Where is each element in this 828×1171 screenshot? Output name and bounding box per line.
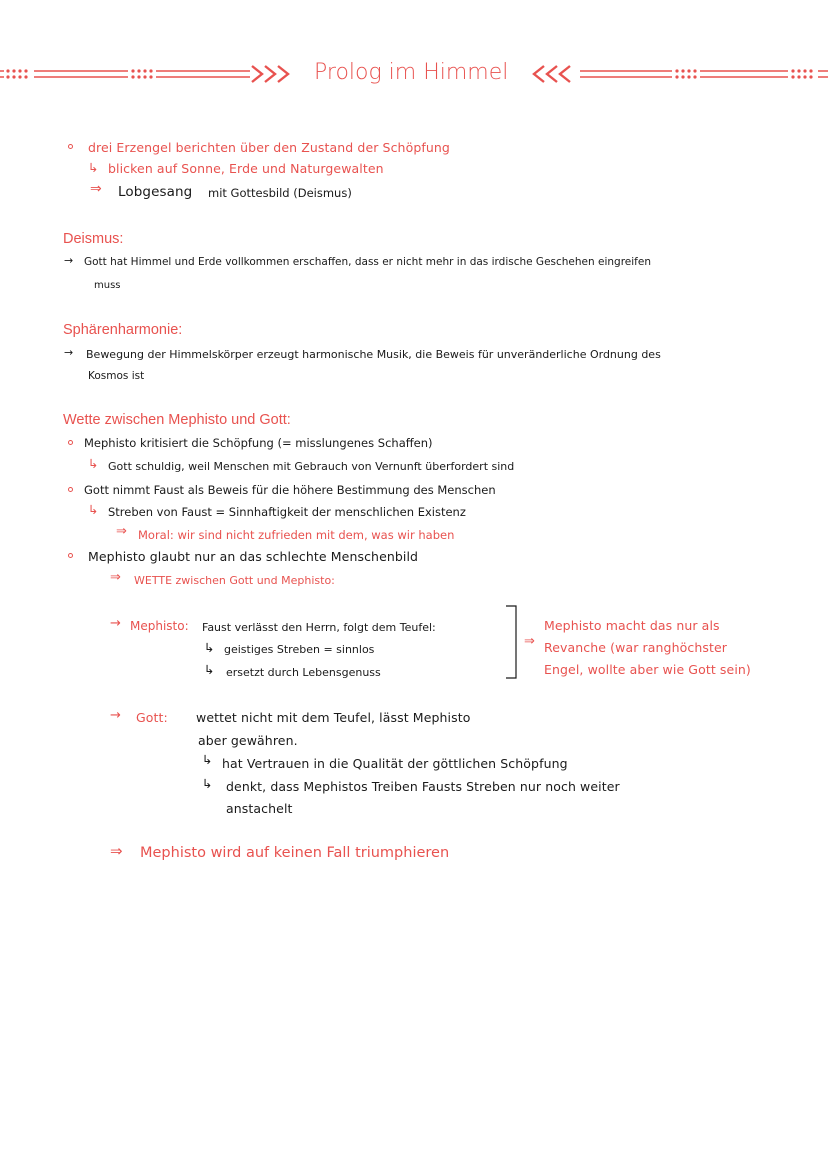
double-arrow-icon: ⇒ — [110, 842, 123, 860]
wette-bullet-2: Gott nimmt Faust als Beweis für die höhere Bestimmung des Menschen — [84, 483, 496, 497]
arrow-right-icon: → — [110, 616, 121, 631]
mephisto-sub-1: geistiges Streben = sinnlos — [224, 643, 375, 656]
wette-bullet-3: Mephisto glaubt nur an das schlechte Menschenbild — [88, 549, 419, 564]
wette-moral: Moral: wir sind nicht zufrieden mit dem, was wir haben — [138, 528, 455, 542]
arrow-right-icon: → — [64, 346, 74, 359]
sub-arrow-icon: ↳ — [204, 640, 215, 655]
double-arrow-icon: ⇒ — [110, 570, 121, 585]
wette-bullet-2-sub: Streben von Faust = Sinnhaftigkeit der menschlichen Existenz — [108, 505, 466, 519]
mephisto-note-2: Revanche (war ranghöchster — [544, 640, 727, 655]
bullet-icon — [68, 440, 73, 445]
bullet-icon — [68, 487, 73, 492]
sphaeren-line-1: Bewegung der Himmelskörper erzeugt harmonische Musik, die Beweis für unveränderliche Ordnung des — [86, 348, 661, 361]
intro-line-2: blicken auf Sonne, Erde und Naturgewalten — [108, 161, 384, 176]
arrow-right-icon: → — [64, 254, 74, 267]
sub-arrow-icon: ↳ — [202, 776, 213, 791]
mephisto-label: Mephisto: — [130, 619, 189, 633]
sphaeren-heading: Sphärenharmonie: — [63, 322, 183, 338]
wette-bullet-1-sub: Gott schuldig, weil Menschen mit Gebrauch von Vernunft überfordert sind — [108, 460, 515, 473]
double-arrow-icon: ⇒ — [90, 181, 102, 197]
page-title: Prolog im Himmel — [314, 60, 509, 85]
intro-line-3a: Lobgesang — [118, 184, 193, 200]
deismus-line-1: Gott hat Himmel und Erde vollkommen erschaffen, dass er nicht mehr in das irdische Geschehen eingreifen — [84, 256, 651, 268]
double-arrow-icon: ⇒ — [116, 524, 127, 539]
gott-label: Gott: — [136, 710, 168, 725]
deismus-line-2: muss — [94, 280, 121, 291]
intro-line-1: drei Erzengel berichten über den Zustand der Schöpfung — [88, 140, 450, 155]
gott-sub-1: hat Vertrauen in die Qualität der göttlichen Schöpfung — [222, 756, 568, 771]
gott-sub-2: denkt, dass Mephistos Treiben Fausts Streben nur noch weiter — [226, 779, 620, 794]
sub-arrow-icon: ↳ — [88, 456, 99, 471]
deismus-heading: Deismus: — [63, 231, 124, 247]
wette-bullet-3-sub: WETTE zwischen Gott und Mephisto: — [134, 574, 335, 587]
wette-heading: Wette zwischen Mephisto und Gott: — [63, 412, 291, 428]
sub-arrow-icon: ↳ — [88, 160, 99, 175]
sub-arrow-icon: ↳ — [204, 662, 215, 677]
sphaeren-line-2: Kosmos ist — [88, 370, 145, 382]
arrow-right-icon: → — [110, 708, 121, 723]
sub-arrow-icon: ↳ — [88, 502, 99, 517]
sub-arrow-icon: ↳ — [202, 752, 213, 767]
gott-line-2: aber gewähren. — [198, 733, 298, 748]
gott-line-1: wettet nicht mit dem Teufel, lässt Mephisto — [196, 710, 471, 725]
wette-bullet-1: Mephisto kritisiert die Schöpfung (= misslungenes Schaffen) — [84, 436, 433, 450]
bullet-icon — [68, 553, 73, 558]
bullet-icon — [68, 144, 73, 149]
intro-line-3b: mit Gottesbild (Deismus) — [208, 186, 352, 200]
gott-sub-3: anstachelt — [226, 801, 293, 816]
mephisto-line-1: Faust verlässt den Herrn, folgt dem Teufel: — [202, 621, 436, 634]
double-arrow-icon: ⇒ — [524, 634, 535, 649]
mephisto-sub-2: ersetzt durch Lebensgenuss — [226, 666, 381, 679]
mephisto-note-3: Engel, wollte aber wie Gott sein) — [544, 662, 751, 677]
conclusion-text: Mephisto wird auf keinen Fall triumphieren — [140, 845, 450, 861]
mephisto-note-1: Mephisto macht das nur als — [544, 618, 720, 633]
